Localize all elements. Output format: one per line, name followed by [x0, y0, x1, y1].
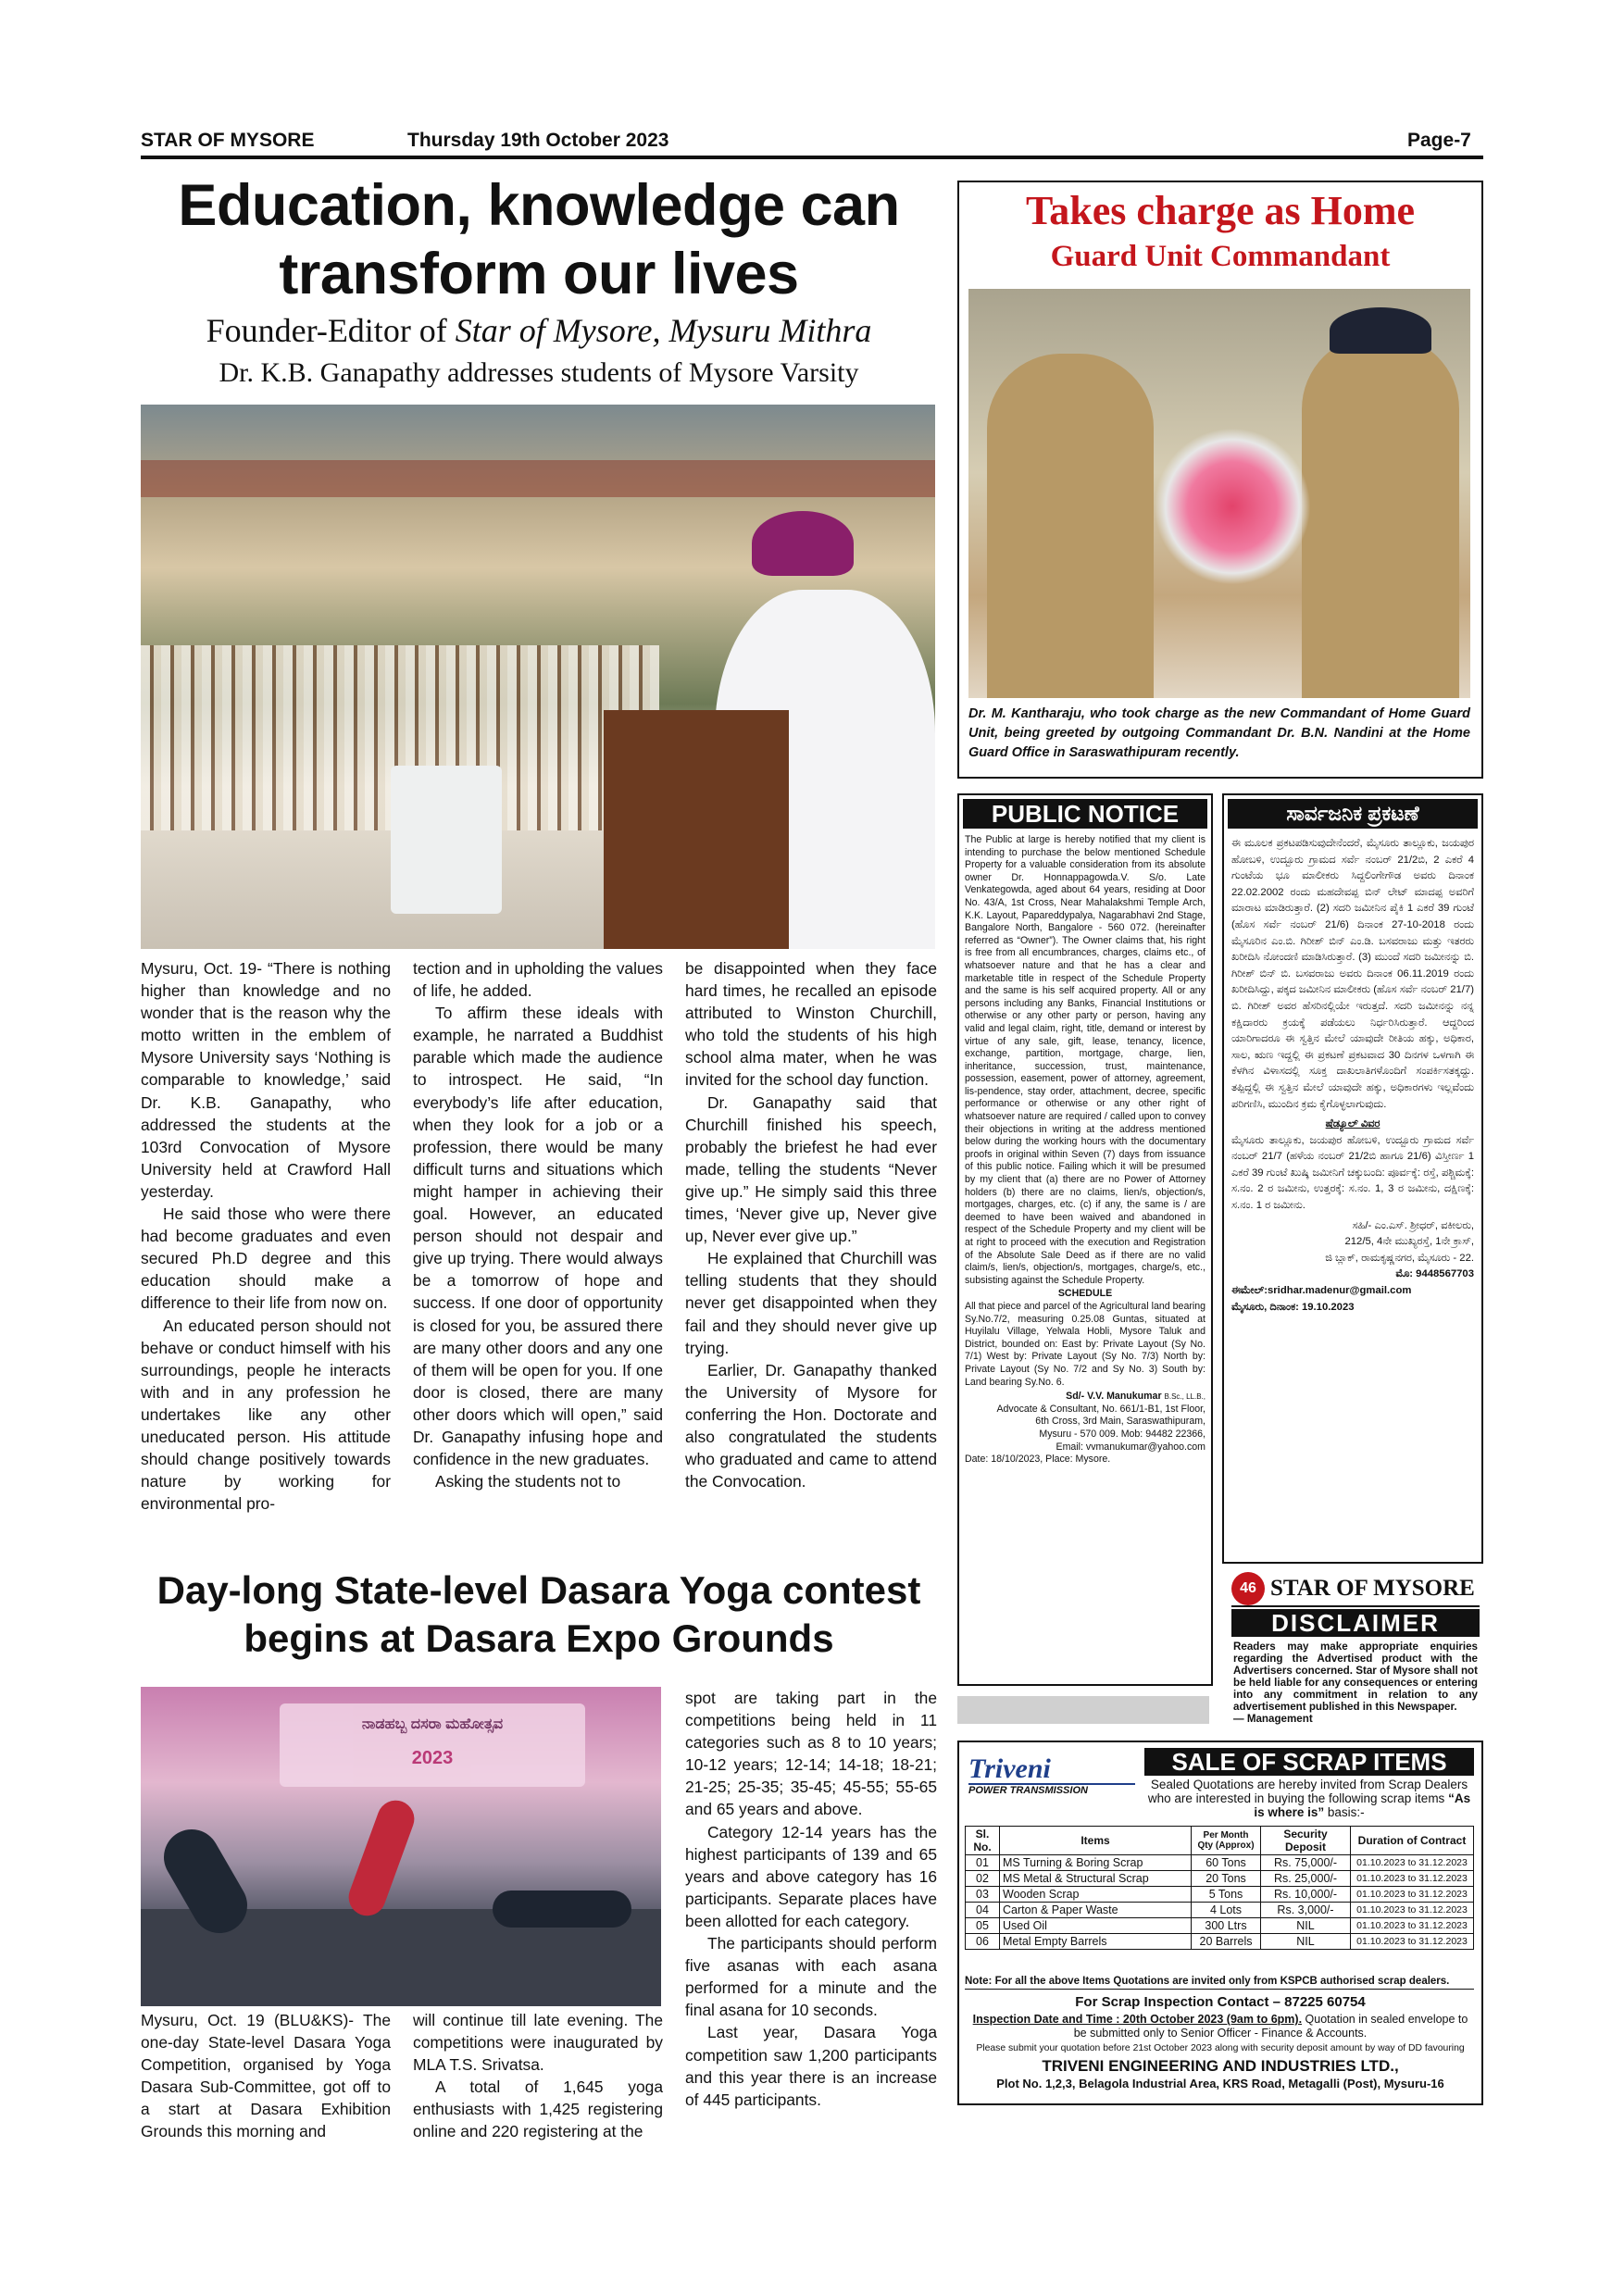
public-notice-address: 6th Cross, 3rd Main, Saraswathipuram, [1035, 1416, 1206, 1428]
scrap-intro-bold: “As is where is” [1254, 1791, 1471, 1819]
column-header: Sl. No. [966, 1827, 1000, 1855]
scrap-table-header [966, 1827, 1474, 1855]
public-notice-title: PUBLIC NOTICE [963, 799, 1207, 829]
table-cell: Rs. 75,000/- [1261, 1855, 1351, 1871]
kannada-address: 212/5, 4ನೇ ಮುಖ್ಯರಸ್ತೆ, 1ನೇ ಕ್ರಾಸ್, [1344, 1236, 1474, 1248]
public-notice-body [965, 834, 1206, 1466]
speaker-turban [752, 511, 854, 576]
kannada-notice [1222, 793, 1483, 1564]
table-cell: Metal Empty Barrels [1000, 1934, 1192, 1950]
kannada-phone: ಮೊ: 9448567703 [1395, 1268, 1474, 1280]
scrap-inspection [968, 2013, 1472, 2040]
table-cell: NIL [1261, 1918, 1351, 1934]
public-notice-signatory: Sd/- V.V. Manukumar [1066, 1391, 1162, 1403]
table-row [966, 1855, 1474, 1871]
public-notice-email: Email: vvmanukumar@yahoo.com [1056, 1441, 1206, 1453]
scrap-table-wrap [965, 1826, 1474, 1950]
page-number: Page-7 [1407, 130, 1471, 151]
public-notice-address: Mysuru - 570 009. Mob: 94482 22366, [1039, 1428, 1206, 1440]
kannada-date: ಮೈಸೂರು, ದಿನಾಂಕ: 19.10.2023 [1231, 1301, 1355, 1313]
masthead-paper-name: STAR OF MYSORE [141, 130, 315, 151]
public-notice-date: Date: 18/10/2023, Place: Mysore. [965, 1454, 1111, 1466]
scrap-contact: For Scrap Inspection Contact – 87225 60754 [1075, 1994, 1366, 2010]
table-row [966, 1871, 1474, 1887]
scrap-company: TRIVENI ENGINEERING AND INDUSTRIES LTD., [1042, 2057, 1399, 2075]
table-cell: 06 [966, 1934, 1000, 1950]
yoga-col2-para: will continue till late evening. The competitions were inaugurated by MLA T.S. Srivatsa. [413, 2011, 663, 2075]
yoga-column-3 [685, 1687, 937, 2111]
table-cell: 01.10.2023 to 31.12.2023 [1351, 1918, 1474, 1934]
triveni-logo [968, 1755, 1135, 1796]
disclaimer-text: Readers may make appropriate enquiries regarding the Advertised product with the Advertisers concerned. Star of Mysore shall not be held liable for any consequences or entering into any commitment in relation to any advertisement published in this Newspaper. [1233, 1641, 1478, 1713]
beret-icon [1330, 307, 1431, 354]
lead-col1-para: Mysuru, Oct. 19- “There is nothing higher than knowledge and no wonder that is the reason why the motto written in the emblem of Mysore University says ‘Nothing is comparable to knowledge,’ said Dr. K.B. Ganapathy, who addressed the students at the 103rd Convocation of Mysore University held at Crawford Hall yesterday. [141, 959, 391, 1201]
scrap-address: Plot No. 1,2,3, Belagola Industrial Area, KRS Road, Metagalli (Post), Mysuru-16 [996, 2077, 1444, 2090]
table-cell: MS Turning & Boring Scrap [1000, 1855, 1192, 1871]
yoga-headline-line2: begins at Dasara Expo Grounds [244, 1616, 834, 1660]
column-header: Per Month Qty (Approx) [1192, 1827, 1261, 1855]
lead-column-1 [141, 957, 391, 1515]
public-notice-schedule-title: SCHEDULE [1057, 1288, 1113, 1300]
yoga-participant [493, 1890, 631, 1928]
public-notice [957, 793, 1213, 1686]
event-banner [280, 1703, 585, 1787]
kannada-notice-text: ಈ ಮೂಲಕ ಪ್ರಕಟಪಡಿಸುವುದೇನೆಂದರೆ, ಮೈಸೂರು ತಾಲ್ಲೂಕು, ಜಯಪುರ ಹೋಬಳಿ, ಉದ್ಬೂರು ಗ್ರಾಮದ ಸರ್ವೆ ನಂಬರ್ 21/2ಬಿ, 2 ಎಕರೆ 4 ಗುಂಟೆಯ ಭೂ ಮಾಲೀಕರು ಸಿದ್ದಲಿಂಗೇಗೌಡ ಅವರು ದಿನಾಂಕ 22.02.2002 ರಂದು ಮಹದೇವಪ್ಪ ಬಿನ್ ಲೇಟ್ ಮಾದಪ್ಪ ಅವರಿಗೆ ಮಾರಾಟ ಮಾಡಿರುತ್ತಾರೆ. (2) ಸದರಿ ಜಮೀನಿನ ಪೈಕಿ 1 ಎಕರೆ 39 ಗುಂಟೆ (ಹೊಸ ಸರ್ವೆ ನಂಬರ್ 21/6) ದಿನಾಂಕ 27-10-2018 ರಂದು ಮೈಸೂರಿನ ಎಂ.ಬಿ. ಗಿರೀಶ್ ಬಿನ್ ಎಂ.ಡಿ. ಬಸವರಾಜು ಮತ್ತು ಇತರರು ಖರೀದಿಸಿ ನೋಂದಣಿ ಮಾಡಿಸಿರುತ್ತಾರೆ. (3) ಮುಂದೆ ಸದರಿ ಜಮೀನನ್ನು ಬಿ. ಗಿರೀಶ್ ಬಿನ್ ಬಿ. ಬಸವರಾಜು ಅವರು ದಿನಾಂಕ 06.11.2019 ರಂದು ಖರೀದಿಸಿದ್ದು, ಪಕ್ಕದ ಜಮೀನಿನ ಮಾಲೀಕರು (ಹೊಸ ಸರ್ವೆ ನಂಬರ್ 21/7) ಬಿ. ಗಿರೀಶ್ ಅವರ ಹೆಸರಿನಲ್ಲಿಯೇ ಇರುತ್ತದೆ. ಸದರಿ ಜಮೀನನ್ನು ನನ್ನ ಕಕ್ಷಿದಾರರು ಕ್ರಯಕ್ಕೆ ಪಡೆಯಲು ನಿರ್ಧರಿಸಿರುತ್ತಾರೆ. ಆದ್ದರಿಂದ ಯಾರಿಗಾದರೂ ಈ ಸ್ವತ್ತಿನ ಮೇಲೆ ಯಾವುದೇ ರೀತಿಯ ಹಕ್ಕು, ಅಧಿಕಾರ, ಸಾಲ, ಋಣ ಇದ್ದಲ್ಲಿ ಈ ಪ್ರಕಟಣೆ ಪ್ರಕಟವಾದ 30 ದಿನಗಳ ಒಳಗಾಗಿ ಈ ಕೆಳಗಿನ ವಿಳಾಸದಲ್ಲಿ ಸೂಕ್ತ ದಾಖಲಾತಿಗಳೊಂದಿಗೆ ಸಂಪರ್ಕಿಸತಕ್ಕದ್ದು. ತಪ್ಪಿದ್ದಲ್ಲಿ ಈ ಸ್ವತ್ತಿನ ಮೇಲೆ ಯಾವುದೇ ಹಕ್ಕು, ಅಧಿಕಾರಗಳು ಇಲ್ಲವೆಂದು ಪರಿಗಣಿಸಿ, ಮುಂದಿನ ಕ್ರಮ ಕೈಗೊಳ್ಳಲಾಗುವುದು. [1231, 838, 1474, 1110]
lead-col3-para: be disappointed when they face hard times, he recalled an episode attributed to Winston Churchill, who told the students of his high school alma mater, when he was invited for the school day function. [685, 959, 937, 1090]
lead-column-3 [685, 957, 937, 1492]
banner-year: 2023 [411, 1748, 454, 1768]
disclaimer-body [1233, 1641, 1478, 1725]
kannada-schedule: ಮೈಸೂರು ತಾಲ್ಲೂಕು, ಜಯಪುರ ಹೋಬಳಿ, ಉದ್ಬೂರು ಗ್ರಾಮದ ಸರ್ವೆ ನಂಬರ್ 21/7 (ಹಳೆಯ ನಂಬರ್ 21/2ಬಿ ಹಾಗೂ 21/6) ವಿಸ್ತೀರ್ಣ 1 ಎಕರೆ 39 ಗುಂಟೆ ಖುಷ್ಕಿ ಜಮೀನಿಗೆ ಚಕ್ಕುಬಂದಿ: ಪೂರ್ವಕ್ಕೆ: ರಸ್ತೆ, ಪಶ್ಚಿಮಕ್ಕೆ: ಸ.ನಂ. 2 ರ ಜಮೀನು, ಉತ್ತರಕ್ಕೆ: ಸ.ನಂ. 1, 3 ರ ಜಮೀನು, ದಕ್ಷಿಣಕ್ಕೆ: ಸ.ನಂ. 1 ರ ಜಮೀನು. [1231, 1134, 1474, 1212]
public-notice-text: The Public at large is hereby notified that my client is intending to purchase the below mentioned Schedule Property for a valuable consideration from its absolute owner Dr. Honnappagowda.V. S/o. Late Venkategowda, aged about 64 years, residing at Door No. 43/A, 1st Cross, Near Mahalakshmi Temple Arch, K.K. Layout, Papareddypalya, Nagarabhavi 2nd Stage, Bangalore North, Bangalore - 560 072. (hereinafter referred as “Owner”). The Owner claims that, his right is free from all encumbrances, charges, claims etc., of whatsoever nature and that he has a clear and marketable title in respect of the Schedule Property and the same is his self acquired property. All or any persons including any Banks, Financial Institutions or otherwise or any other party or person, having any valid and legal claim, right, title, demand or interest by virtue of any sale, gift, lease, tenancy, licence, exchange, partition, mortgage, charge, lien, inheritance, succession, trust, maintenance, possession, easement, power of attorney, agreement, lis-pendence, stay order, attachment, decree, specific performance or otherwise or any other right of whatsoever nature are required / called upon to convey their objections in writing at the address mentioned below during the working hours with the documentary proofs in original within Seven (7) days from issuance of this public notice. Failing which it will be presumed by my client that (a) there are no Power of Attorney holders (b) there are no claims, lien/s, objection/s, mortgages, charges, etc. (c) if any, the same is / are deemed to have been waived and abandoned in respect of the Schedule Property and my client will be at right to proceed with the execution and Registration of the Absolute Sale Deed as if there are no valid claim/s, lien/s, objection/s, mortgages, charge/s, etc., subsisting against the Schedule Property. [965, 834, 1206, 1286]
grey-filler-bar [957, 1696, 1209, 1724]
scrap-table [965, 1826, 1474, 1950]
lead-subhead [141, 311, 937, 350]
homeguard-headline-2: Guard Unit Commandant [1050, 240, 1391, 273]
podium [604, 710, 789, 949]
table-cell: Used Oil [1000, 1918, 1192, 1934]
commandant-left [987, 354, 1154, 698]
table-row [966, 1918, 1474, 1934]
lead-col2-para: Asking the students not to [435, 1472, 621, 1491]
yoga-col1-para: Mysuru, Oct. 19 (BLU&KS)- The one-day State-level Dasara Yoga Competition, organised by Yoga Dasara Sub-Committee, got off to a start at Dasara Exhibition Grounds this morning and [141, 2011, 391, 2141]
masthead-date: Thursday 19th October 2023 [407, 130, 669, 151]
kannada-notice-title: ಸಾರ್ವಜನಿಕ ಪ್ರಕಟಣೆ [1228, 799, 1478, 829]
table-cell: 20 Barrels [1192, 1934, 1261, 1950]
public-notice-schedule: All that piece and parcel of the Agricultural land bearing Sy.No.7/2, measuring 0.25.08 Guntas, situated at Huyilalu Village, Yelwala Hobli, Mysore Taluk and District, bounded on: East by: Private Layout (Sy No. 7/1) West by: Private Layout (Sy No. 7/3) North by: Private Layout (Sy No. 7/2 and Sy No. 3) South by: Land bearing Sy.No. 6. [965, 1300, 1206, 1388]
kannada-signatory: ಸಹಿ/- ಎಂ.ಎಸ್. ಶ್ರೀಧರ್, ವಕೀಲರು, [1352, 1219, 1474, 1231]
lead-col3-para: He explained that Churchill was telling students that they should never get disappointed when they fail and they should never give up trying. [685, 1249, 937, 1357]
lead-subhead-prefix: Founder-Editor of [206, 312, 456, 349]
scrap-sale-ad [957, 1741, 1483, 2105]
yoga-column-2 [413, 2009, 663, 2143]
table-cell: MS Metal & Structural Scrap [1000, 1871, 1192, 1887]
scrap-intro [1144, 1778, 1474, 1819]
yoga-col3-para: Category 12-14 years has the highest participants of 139 and 65 years and above category has 16 participants. Separate places have been allotted for each category. [685, 1822, 937, 1930]
table-cell: 05 [966, 1918, 1000, 1934]
table-row [966, 1934, 1474, 1950]
convocation-photo [141, 405, 935, 949]
lead-col2-para: tection and in upholding the values of life, he added. [413, 959, 663, 1001]
table-cell: 04 [966, 1903, 1000, 1918]
table-cell: 5 Tons [1192, 1887, 1261, 1903]
table-cell: 01.10.2023 to 31.12.2023 [1351, 1871, 1474, 1887]
homeguard-headline-1: Takes charge as Home [1025, 188, 1416, 233]
table-cell: Wooden Scrap [1000, 1887, 1192, 1903]
table-cell: 02 [966, 1871, 1000, 1887]
disclaimer-logo [1231, 1572, 1480, 1607]
table-row [966, 1903, 1474, 1918]
scrap-submit: Please submit your quotation before 21st October 2023 along with security deposit amount by way of DD favouring [976, 2043, 1465, 2053]
lead-subhead-2: Dr. K.B. Ganapathy addresses students of Mysore Varsity [219, 357, 859, 388]
yoga-col2-para: A total of 1,645 yoga enthusiasts with 1,425 registering online and 220 registering at the [413, 2078, 663, 2141]
homeguard-photo [968, 289, 1470, 698]
table-cell: 01 [966, 1855, 1000, 1871]
kannada-address: ಜಿ ಬ್ಲಾಕ್, ರಾಮಕೃಷ್ಣನಗರ, ಮೈಸೂರು - 22. [1325, 1252, 1474, 1264]
disclaimer [1231, 1572, 1480, 1726]
scrap-inspection-date: Inspection Date and Time : 20th October 2023 (9am to 6pm). [972, 2013, 1303, 2026]
balcony-band [141, 460, 935, 497]
table-cell: 03 [966, 1887, 1000, 1903]
header-rule [141, 156, 1483, 159]
air-cooler [391, 766, 502, 914]
scrap-intro-text: Sealed Quotations are hereby invited from Scrap Dealers who are interested in buying the following scrap items [1147, 1778, 1468, 1805]
column-header: Duration of Contract [1351, 1827, 1474, 1855]
lead-col1-para: An educated person should not behave or conduct himself with his surroundings, people he interacts with and in any profession he undertakes like any other uneducated person. His attitude should change positively towards nature by working for environmental pro- [141, 1316, 391, 1514]
disclaimer-title: DISCLAIMER [1231, 1609, 1480, 1637]
lead-column-2 [413, 957, 663, 1492]
banner-title: ನಾಡಹಬ್ಬ ದಸರಾ ಮಹೋತ್ಸವ [361, 1716, 504, 1732]
table-cell: Rs. 10,000/- [1261, 1887, 1351, 1903]
yoga-photo [141, 1687, 661, 2006]
table-cell: 01.10.2023 to 31.12.2023 [1351, 1903, 1474, 1918]
table-cell: 01.10.2023 to 31.12.2023 [1351, 1855, 1474, 1871]
scrap-title: SALE OF SCRAP ITEMS [1144, 1748, 1474, 1776]
scrap-intro-end: basis:- [1327, 1805, 1365, 1819]
yoga-col3-para: Last year, Dasara Yoga competition saw 1,200 participants and this year there is an increase of 445 participants. [685, 2023, 937, 2109]
table-row [966, 1887, 1474, 1903]
table-cell: Carton & Paper Waste [1000, 1903, 1192, 1918]
lead-headline-line1: Education, knowledge can [178, 173, 900, 238]
table-cell: NIL [1261, 1934, 1351, 1950]
kannada-notice-body [1231, 836, 1474, 1316]
table-cell: Rs. 25,000/- [1261, 1871, 1351, 1887]
public-notice-address: Advocate & Consultant, No. 661/1-B1, 1st Floor, [996, 1403, 1206, 1415]
lead-col2-para: To affirm these ideals with example, he narrated a Buddhist parable which made the audience to introspect. He said, “In everybody’s life after education, when they look for a job or a profession, there would be many difficult turns and situations which might hamper in achieving their goal. However, an educated person should not despair and give up trying. There would always be a tomorrow of hope and success. If one door of opportunity is closed for you, be assured there are many other doors and any one of them will be open for you. If one door is closed, there are many other doors which will open,” said Dr. Ganapathy infusing hope and confidence in the new graduates. [413, 1004, 663, 1469]
table-cell: Rs. 3,000/- [1261, 1903, 1351, 1918]
commandant-right [1302, 335, 1459, 698]
kannada-email: ಈಮೇಲ್:sridhar.madenur@gmail.com [1231, 1285, 1412, 1297]
lead-subhead-italic: Star of Mysore, Mysuru Mithra [455, 312, 872, 349]
triveni-logo-sub: POWER TRANSMISSION [968, 1783, 1135, 1796]
yoga-col3-para: The participants should perform five asanas with each asana performed for a minute and the final asana for 10 seconds. [685, 1934, 937, 2020]
lead-headline-line2: transform our lives [279, 242, 799, 306]
table-cell: 01.10.2023 to 31.12.2023 [1351, 1887, 1474, 1903]
yoga-col3-para: spot are taking part in the competitions being held in 11 categories such as 8 to 10 years; 10-12 years; 12-14; 14-18; 18-21; 21-25; 25-35; 35-45; 45-55; 55-65 and 65 years and above. [685, 1689, 937, 1819]
disclaimer-sign: — Management [1233, 1713, 1313, 1725]
kannada-schedule-title: ಷೆಡ್ಯೂಲ್ ವಿವರ [1325, 1118, 1380, 1130]
table-cell: 60 Tons [1192, 1855, 1261, 1871]
yoga-headline-line1: Day-long State-level Dasara Yoga contest [156, 1568, 921, 1612]
lead-col1-para: He said those who were there had become graduates and even secured Ph.D degree and this education should make a difference to their life from now on. [141, 1204, 391, 1313]
homeguard-box [957, 181, 1483, 779]
yoga-column-1 [141, 2009, 391, 2143]
yoga-participant [344, 1795, 419, 1921]
disclaimer-logo-text: STAR OF MYSORE [1270, 1576, 1475, 1601]
scrap-note: Note: For all the above Items Quotations are invited only from KSPCB authorised scrap dealers. [965, 1976, 1474, 1990]
column-header: Items [1000, 1827, 1192, 1855]
anniversary-badge-icon: 46 [1231, 1572, 1265, 1605]
lead-col3-para: Dr. Ganapathy said that Churchill finished his speech, probably the briefest he had ever made, telling the students “Never give up.” He simply said this three times, ‘Never give up, Never give up, Never ever give up.” [685, 1092, 937, 1246]
column-header: Security Deposit [1261, 1827, 1351, 1855]
public-notice-quals: B.Sc., LL.B., [1164, 1392, 1206, 1402]
table-cell: 01.10.2023 to 31.12.2023 [1351, 1934, 1474, 1950]
lead-col3-para: Earlier, Dr. Ganapathy thanked the University of Mysore for conferring the Hon. Doctorate and also congratulated the students who graduated and came to attend the Convocation. [685, 1360, 937, 1491]
yoga-headline [141, 1566, 937, 1663]
scrap-inspection-rest: Quotation in sealed envelope to be submitted only to Senior Officer - Finance & Accounts. [1073, 2013, 1468, 2040]
homeguard-caption: Dr. M. Kantharaju, who took charge as the new Commandant of Home Guard Unit, being greeted by outgoing Commandant Dr. B.N. Nandini at the Home Guard Office in Saraswathipuram recently. [968, 706, 1470, 760]
table-cell: 20 Tons [1192, 1871, 1261, 1887]
flower-bouquet [1154, 428, 1311, 585]
triveni-logo-text: Triveni [968, 1753, 1051, 1784]
lead-headline [141, 171, 937, 308]
table-cell: 4 Lots [1192, 1903, 1261, 1918]
table-cell: 300 Ltrs [1192, 1918, 1261, 1934]
